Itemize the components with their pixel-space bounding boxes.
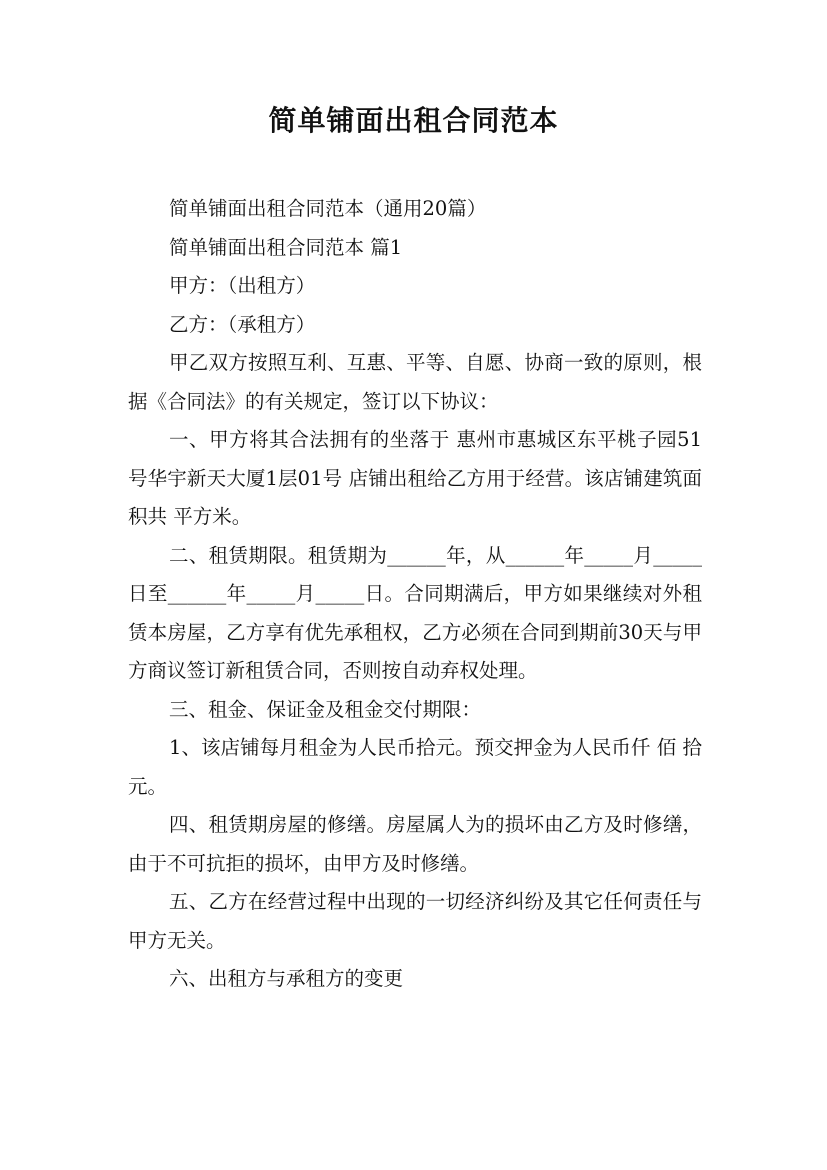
paragraph-party-b: 乙方：（承租方）	[169, 312, 316, 336]
paragraph-clause-1: 一、甲方将其合法拥有的坐落于 惠州市惠城区东平桃子园51号华宇新天大厦1层01号 店铺出租给乙方用于经营。该店铺建筑面积共 平方米。	[128, 428, 702, 528]
paragraph-clause-4: 四、租赁期房屋的修缮。房屋属人为的损坏由乙方及时修缮，由于不可抗拒的损坏，由甲方及时修缮。	[128, 813, 702, 875]
paragraph-clause-2: 二、租赁期限。租赁期为______年，从______年_____月_____日至______年_____月_____日。合同期满后，甲方如果继续对外租赁本房屋，乙方享有优先承租权，乙方必须在合同到期前30天与甲方商议签订新租赁合同，否则按自动弃权处理。	[128, 543, 702, 682]
paragraph-clause-5: 五、乙方在经营过程中出现的一切经济纠纷及其它任何责任与甲方无关。	[128, 890, 702, 952]
paragraph-chapter-heading: 简单铺面出租合同范本 篇1	[169, 235, 403, 259]
paragraph-clause-3: 三、租金、保证金及租金交付期限：	[169, 697, 482, 721]
paragraph-party-a: 甲方：（出租方）	[169, 274, 316, 297]
paragraph-clause-6: 六、出租方与承租方的变更	[169, 967, 404, 990]
paragraph-clause-3-1: 1、该店铺每月租金为人民币拾元。预交押金为人民币仟 佰 拾 元。	[128, 736, 702, 798]
document-body	[128, 190, 702, 999]
paragraph-subtitle: 简单铺面出租合同范本（通用20篇）	[169, 197, 487, 220]
paragraph-preamble: 甲乙双方按照互利、互惠、平等、自愿、协商一致的原则，根据《合同法》的有关规定，签订以下协议：	[128, 351, 702, 413]
document-title: 简单铺面出租合同范本	[268, 104, 559, 137]
